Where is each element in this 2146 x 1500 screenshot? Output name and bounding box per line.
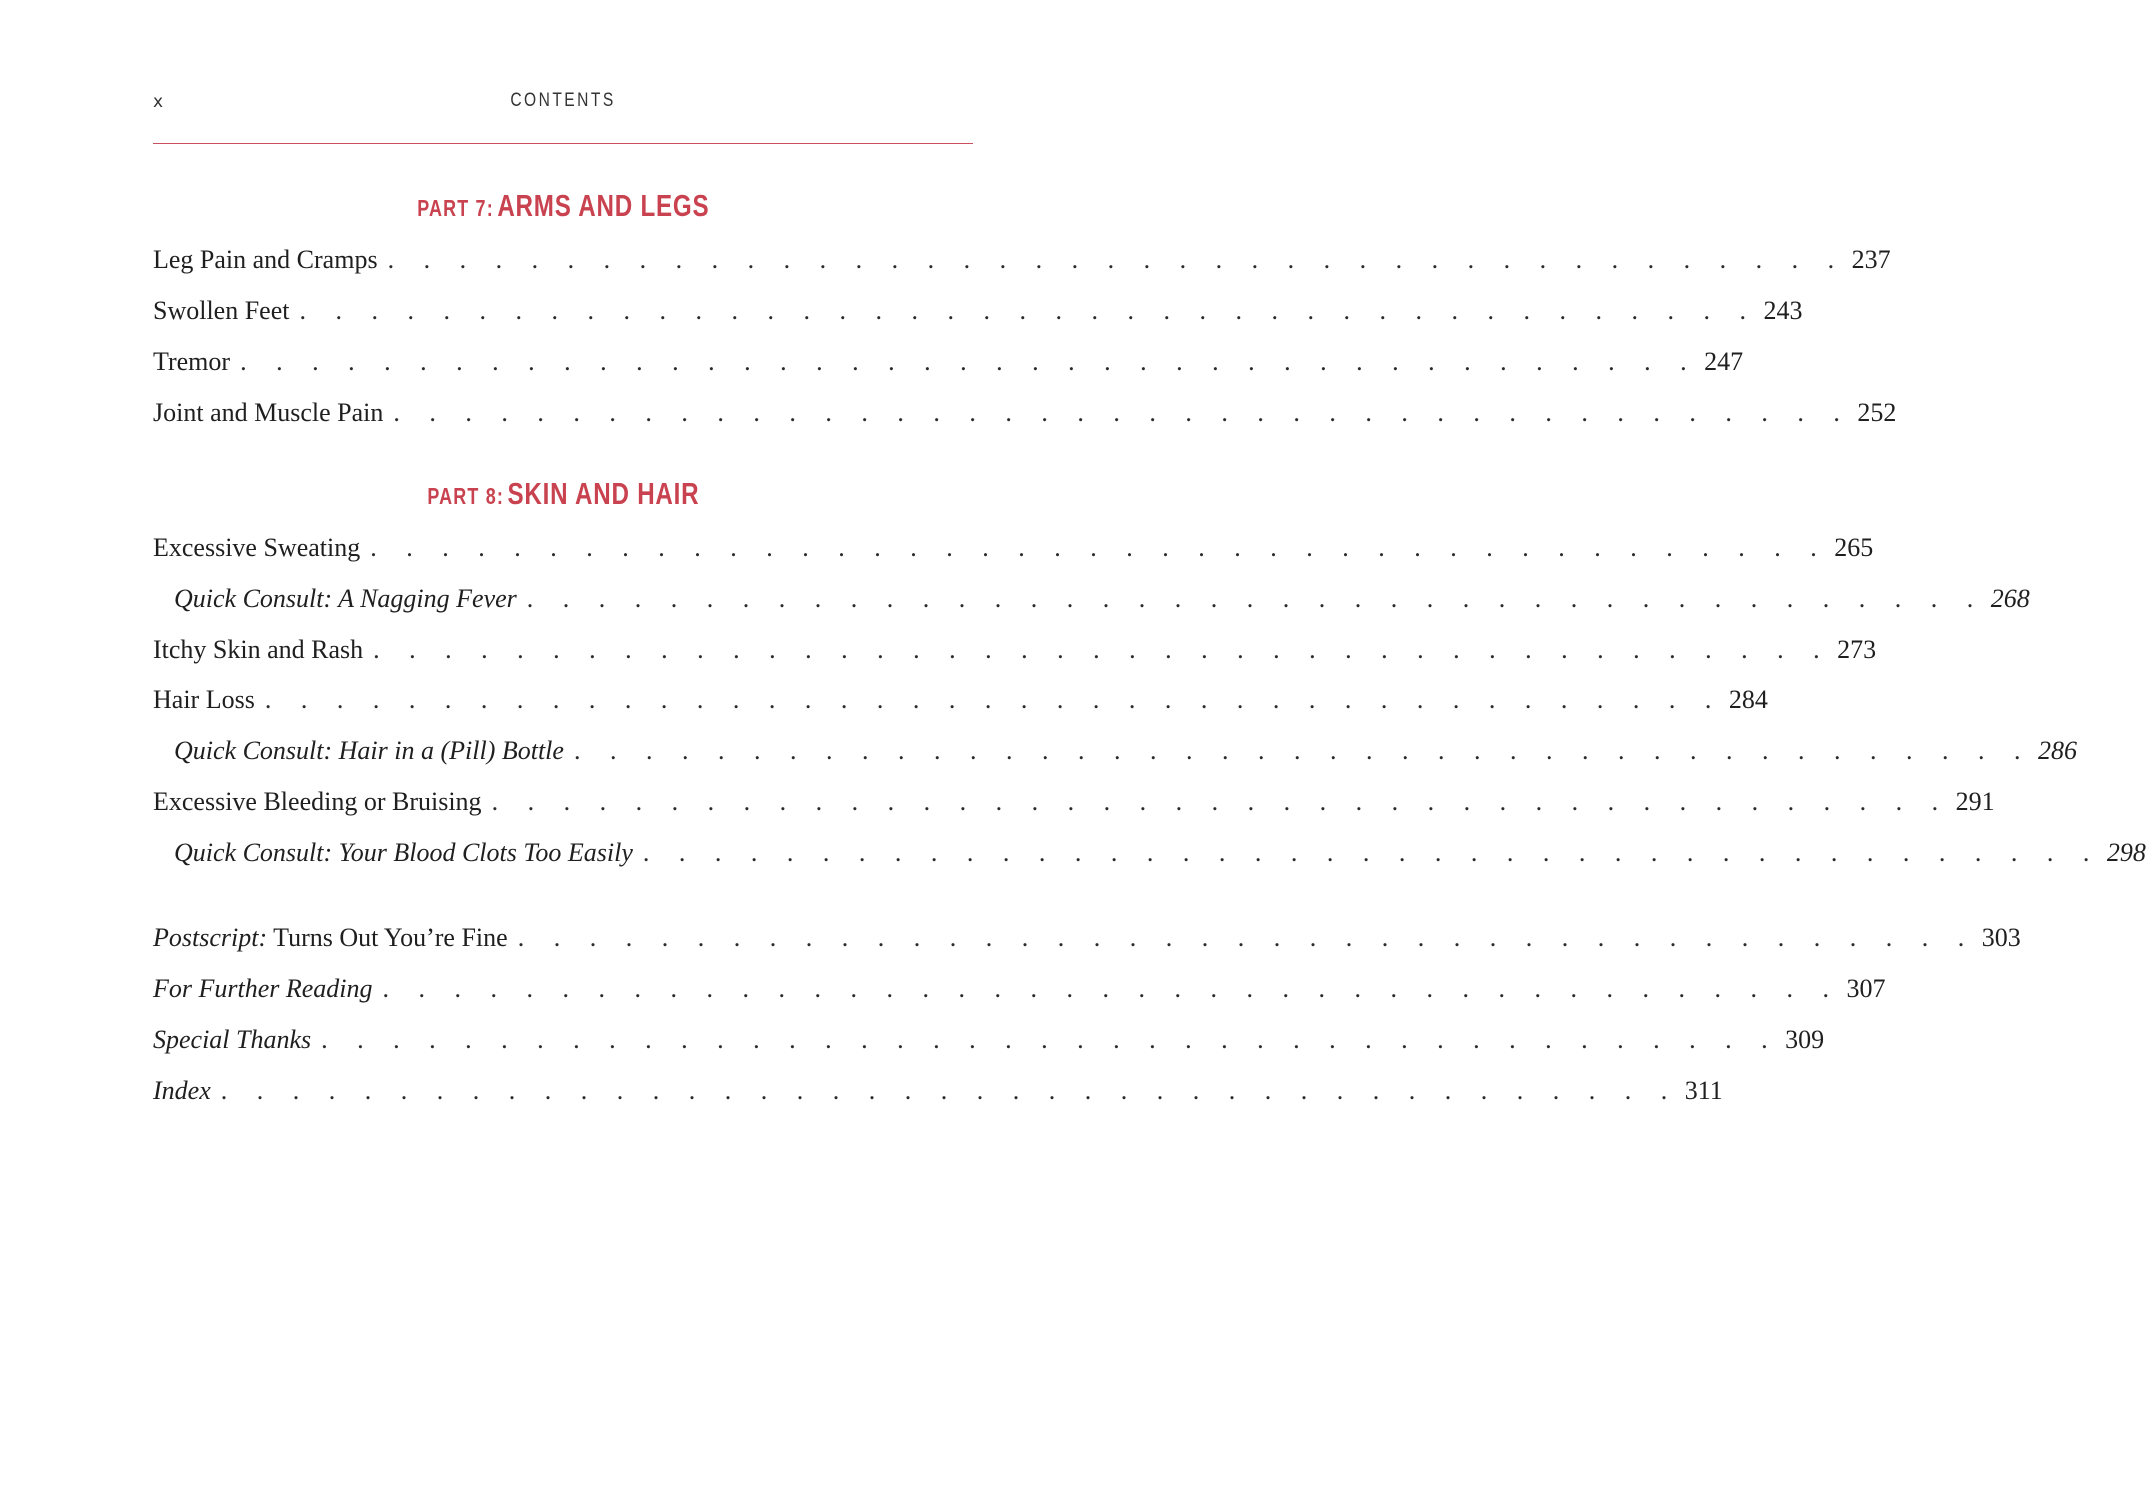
toc-entry-title: Joint and Muscle Pain — [153, 398, 384, 427]
part-label: PART 8: — [426, 483, 504, 509]
toc-entry-page: 291 — [1955, 787, 1995, 816]
toc-entry-page: 273 — [1837, 635, 1877, 664]
dot-leader: . . . . . . . . . . . . . . . . . . . . . . . . . . . . . . . . . . . . . . . . . — [373, 635, 1832, 664]
toc-entry-page: 252 — [1857, 398, 1897, 427]
toc-entry-title — [153, 918, 508, 958]
dot-leader: . . . . . . . . . . . . . . . . . . . . . . . . . . . . . . . . . . . . . . . . . — [491, 787, 1950, 816]
toc-entry-page: 237 — [1851, 245, 1891, 274]
toc-subentry[interactable] — [174, 833, 2146, 873]
running-head — [153, 88, 973, 122]
dot-leader: . . . . . . . . . . . . . . . . . . . . . . . . . . . . . . . . . . . . . . . . . — [517, 923, 1976, 952]
toc-entry-page: 243 — [1763, 296, 1803, 325]
toc-subentry-title: Quick Consult: Hair in a (Pill) Bottle — [174, 736, 564, 765]
toc-entry-title: Leg Pain and Cramps — [153, 245, 378, 274]
toc-entry[interactable] — [153, 630, 1877, 670]
postscript-prefix: Postscript: — [153, 923, 268, 952]
toc-entry-title: For Further Reading — [153, 974, 373, 1003]
dot-leader: . . . . . . . . . . . . . . . . . . . . . . . . . . . . . . . . . . . . . . . . . — [642, 838, 2101, 867]
part-title: ARMS AND LEGS — [497, 188, 710, 223]
toc-subentry-title: Quick Consult: Your Blood Clots Too Easily — [174, 838, 633, 867]
toc-entry-title: Excessive Sweating — [153, 533, 361, 562]
part-title: SKIN AND HAIR — [507, 476, 700, 511]
dot-leader: . . . . . . . . . . . . . . . . . . . . . . . . . . . . . . . . . . . . . . . . . — [382, 974, 1841, 1003]
part-label: PART 7: — [416, 195, 494, 221]
header-rule — [153, 143, 973, 144]
toc-entry-page: 265 — [1834, 533, 1874, 562]
toc-entry[interactable] — [153, 240, 1891, 280]
toc-entry[interactable] — [153, 782, 1995, 822]
toc-entry-further-reading[interactable] — [153, 969, 1886, 1009]
toc-entry-title: Swollen Feet — [153, 296, 290, 325]
toc-entry-postscript[interactable] — [153, 918, 2021, 958]
toc-entry[interactable] — [153, 393, 1897, 433]
page-folio: x — [153, 92, 165, 112]
dot-leader: . . . . . . . . . . . . . . . . . . . . . . . . . . . . . . . . . . . . . . . . . — [387, 245, 1846, 274]
toc-subentry-page: 268 — [1990, 584, 2030, 613]
dot-leader: . . . . . . . . . . . . . . . . . . . . . . . . . . . . . . . . . . . . . . . . . — [321, 1025, 1780, 1054]
toc-entry-title: Tremor — [153, 347, 231, 376]
toc-entry[interactable] — [153, 342, 1744, 382]
toc-entry-special-thanks[interactable] — [153, 1020, 1825, 1060]
dot-leader: . . . . . . . . . . . . . . . . . . . . . . . . . . . . . . . . . . . . . . . . . — [220, 1076, 1679, 1105]
toc-subentry[interactable] — [174, 579, 2030, 619]
postscript-title: Turns Out You’re Fine — [273, 923, 508, 952]
toc-entry-page: 311 — [1684, 1076, 1723, 1105]
toc-entry-title: Index — [153, 1076, 211, 1105]
dot-leader: . . . . . . . . . . . . . . . . . . . . . . . . . . . . . . . . . . . . . . . . . — [240, 347, 1699, 376]
toc-entry-index[interactable] — [153, 1071, 1723, 1111]
dot-leader: . . . . . . . . . . . . . . . . . . . . . . . . . . . . . . . . . . . . . . . . . — [573, 736, 2032, 765]
toc-entry-page: 247 — [1704, 347, 1744, 376]
toc-entry-page: 284 — [1728, 685, 1768, 714]
toc-entry-page: 303 — [1981, 923, 2021, 952]
toc-entry[interactable] — [153, 680, 1768, 720]
part-heading — [153, 188, 973, 224]
toc-subentry-title: Quick Consult: A Nagging Fever — [174, 584, 517, 613]
toc-entry-title: Excessive Bleeding or Bruising — [153, 787, 482, 816]
toc-entry-title: Itchy Skin and Rash — [153, 635, 364, 664]
toc-subentry-page: 286 — [2037, 736, 2077, 765]
dot-leader: . . . . . . . . . . . . . . . . . . . . . . . . . . . . . . . . . . . . . . . . . — [526, 584, 1985, 613]
toc-subentry[interactable] — [174, 731, 2077, 771]
dot-leader: . . . . . . . . . . . . . . . . . . . . . . . . . . . . . . . . . . . . . . . . . — [264, 685, 1723, 714]
toc-entry-title: Hair Loss — [153, 685, 255, 714]
toc-entry[interactable] — [153, 528, 1874, 568]
part-heading — [153, 476, 973, 512]
toc-entry-page: 309 — [1785, 1025, 1825, 1054]
dot-leader: . . . . . . . . . . . . . . . . . . . . . . . . . . . . . . . . . . . . . . . . . — [393, 398, 1852, 427]
running-title: CONTENTS — [510, 90, 616, 111]
dot-leader: . . . . . . . . . . . . . . . . . . . . . . . . . . . . . . . . . . . . . . . . . — [370, 533, 1829, 562]
toc-subentry-page: 298 — [2106, 838, 2146, 867]
dot-leader: . . . . . . . . . . . . . . . . . . . . . . . . . . . . . . . . . . . . . . . . . — [299, 296, 1758, 325]
toc-entry-page: 307 — [1846, 974, 1886, 1003]
toc-entry-title: Special Thanks — [153, 1025, 312, 1054]
toc-entry[interactable] — [153, 291, 1803, 331]
